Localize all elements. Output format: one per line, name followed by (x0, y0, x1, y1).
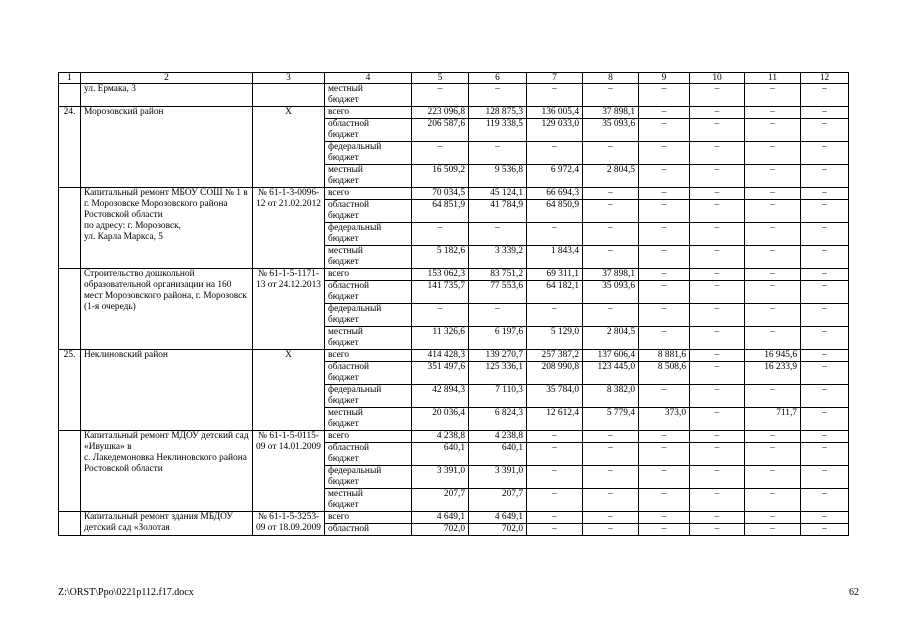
value-cell: – (745, 200, 801, 223)
value-cell: – (583, 512, 639, 524)
value-cell: – (745, 466, 801, 489)
funding-source-cell: областной (325, 524, 412, 536)
value-cell: – (801, 431, 849, 443)
funding-source-cell: федеральный бюджет (325, 223, 412, 246)
funding-source-cell: местный бюджет (325, 489, 412, 512)
table-row (59, 84, 849, 107)
value-cell: 3 339,2 (469, 246, 527, 269)
value-cell: – (583, 524, 639, 536)
value-cell: – (583, 84, 639, 107)
value-cell: – (745, 512, 801, 524)
value-cell: – (639, 223, 690, 246)
row-number-cell (59, 269, 81, 350)
value-cell: – (690, 466, 745, 489)
value-cell: – (801, 223, 849, 246)
value-cell: – (583, 200, 639, 223)
value-cell: – (583, 246, 639, 269)
value-cell: 414 428,3 (412, 350, 469, 362)
value-cell: 6 824,3 (469, 408, 527, 431)
value-cell: – (745, 385, 801, 408)
object-name-cell: Строительство дошкольной образовательной организации на 160 мест Морозовского района, г. Морозовск (1-я очередь) (81, 269, 253, 350)
value-cell: – (639, 385, 690, 408)
value-cell: – (801, 269, 849, 281)
value-cell: – (801, 246, 849, 269)
page-number: 62 (849, 587, 859, 598)
value-cell: – (690, 327, 745, 350)
value-cell: 4 649,1 (469, 512, 527, 524)
funding-source-cell: федеральный бюджет (325, 385, 412, 408)
value-cell: – (527, 84, 583, 107)
value-cell: – (639, 512, 690, 524)
value-cell: – (801, 165, 849, 188)
funding-source-cell: местный бюджет (325, 408, 412, 431)
value-cell: – (469, 84, 527, 107)
value-cell: – (690, 119, 745, 142)
funding-source-cell: областной бюджет (325, 281, 412, 304)
value-cell: – (801, 281, 849, 304)
value-cell: 139 270,7 (469, 350, 527, 362)
value-cell: – (412, 223, 469, 246)
value-cell: – (690, 304, 745, 327)
funding-source-cell: местный бюджет (325, 327, 412, 350)
value-cell: – (745, 84, 801, 107)
registration-cell: Х (253, 350, 325, 431)
header-cell: 11 (745, 73, 801, 84)
value-cell: – (801, 512, 849, 524)
value-cell: – (690, 431, 745, 443)
value-cell: – (801, 466, 849, 489)
value-cell: – (639, 107, 690, 119)
value-cell: – (801, 188, 849, 200)
value-cell: – (745, 281, 801, 304)
value-cell: – (639, 84, 690, 107)
funding-source-cell: федеральный бюджет (325, 304, 412, 327)
value-cell: 2 804,5 (583, 165, 639, 188)
value-cell: – (639, 431, 690, 443)
row-number-cell (59, 431, 81, 512)
table-row (59, 431, 849, 443)
value-cell: – (801, 350, 849, 362)
value-cell: – (639, 466, 690, 489)
value-cell: 137 606,4 (583, 350, 639, 362)
document-page (58, 72, 849, 536)
value-cell: – (690, 269, 745, 281)
value-cell: – (690, 443, 745, 466)
table-body (59, 84, 849, 536)
value-cell: 6 197,6 (469, 327, 527, 350)
value-cell: 66 694,3 (527, 188, 583, 200)
value-cell: – (639, 281, 690, 304)
value-cell: 5 182,6 (412, 246, 469, 269)
value-cell: 45 124,1 (469, 188, 527, 200)
header-cell: 2 (81, 73, 253, 84)
value-cell: – (801, 200, 849, 223)
value-cell: 223 096,8 (412, 107, 469, 119)
header-cell: 4 (325, 73, 412, 84)
funding-source-cell: местный бюджет (325, 246, 412, 269)
value-cell: – (745, 269, 801, 281)
value-cell: – (690, 512, 745, 524)
funding-source-cell: местный бюджет (325, 165, 412, 188)
value-cell: – (745, 524, 801, 536)
value-cell: – (639, 327, 690, 350)
value-cell: – (583, 223, 639, 246)
value-cell: – (745, 223, 801, 246)
value-cell: 1 843,4 (527, 246, 583, 269)
value-cell: – (690, 200, 745, 223)
value-cell: – (469, 142, 527, 165)
object-name-cell: Капитальный ремонт МБОУ СОШ № 1 в г. Морозовске Морозовского района Ростовской области по адресу: г. Морозовск, ул. Карла Маркса, 5 (81, 188, 253, 269)
value-cell: – (527, 223, 583, 246)
value-cell: – (690, 165, 745, 188)
value-cell: – (745, 107, 801, 119)
value-cell: – (801, 408, 849, 431)
value-cell: – (745, 246, 801, 269)
value-cell: – (801, 327, 849, 350)
value-cell: – (583, 142, 639, 165)
value-cell: – (801, 443, 849, 466)
value-cell: – (583, 431, 639, 443)
value-cell: – (412, 84, 469, 107)
value-cell: – (639, 119, 690, 142)
value-cell: – (639, 188, 690, 200)
value-cell: – (639, 489, 690, 512)
funding-source-cell: всего (325, 188, 412, 200)
registration-cell: № 61-1-3-0096-12 от 21.02.2012 (253, 188, 325, 269)
row-number-cell (59, 512, 81, 536)
value-cell: 206 587,6 (412, 119, 469, 142)
value-cell: 41 784,9 (469, 200, 527, 223)
value-cell: – (469, 304, 527, 327)
value-cell: 3 391,0 (469, 466, 527, 489)
value-cell: – (583, 443, 639, 466)
value-cell: – (801, 142, 849, 165)
value-cell: – (583, 466, 639, 489)
value-cell: 35 093,6 (583, 281, 639, 304)
funding-source-cell: всего (325, 107, 412, 119)
value-cell: 4 649,1 (412, 512, 469, 524)
header-cell: 5 (412, 73, 469, 84)
value-cell: – (801, 362, 849, 385)
value-cell: – (527, 466, 583, 489)
value-cell: 153 062,3 (412, 269, 469, 281)
value-cell: 702,0 (412, 524, 469, 536)
value-cell: – (745, 489, 801, 512)
value-cell: 711,7 (745, 408, 801, 431)
value-cell: – (527, 304, 583, 327)
value-cell: – (527, 489, 583, 512)
value-cell: – (801, 119, 849, 142)
header-cell: 12 (801, 73, 849, 84)
value-cell: – (690, 489, 745, 512)
funding-source-cell: федеральный бюджет (325, 142, 412, 165)
header-cell: 3 (253, 73, 325, 84)
funding-source-cell: всего (325, 350, 412, 362)
object-name-cell: Капитальный ремонт МДОУ детский сад «Ивушка» в с. Лакедемоновка Неклиновского района Ростовской области (81, 431, 253, 512)
value-cell: – (690, 281, 745, 304)
value-cell: 77 553,6 (469, 281, 527, 304)
funding-source-cell: областной бюджет (325, 200, 412, 223)
object-name-cell: Капитальный ремонт здания МБДОУ детский сад «Золотая (81, 512, 253, 536)
value-cell: – (690, 84, 745, 107)
value-cell: 4 238,8 (469, 431, 527, 443)
table-row (59, 512, 849, 524)
value-cell: 64 850,9 (527, 200, 583, 223)
value-cell: 207,7 (412, 489, 469, 512)
table-row (59, 350, 849, 362)
header-cell: 10 (690, 73, 745, 84)
value-cell: 2 804,5 (583, 327, 639, 350)
value-cell: – (801, 304, 849, 327)
value-cell: 5 779,4 (583, 408, 639, 431)
table-row (59, 188, 849, 200)
funding-source-cell: всего (325, 269, 412, 281)
object-name-cell: Неклиновский район (81, 350, 253, 431)
value-cell: – (583, 304, 639, 327)
registration-cell: № 61-1-5-1171-13 от 24.12.2013 (253, 269, 325, 350)
value-cell: – (745, 431, 801, 443)
funding-source-cell: федеральный бюджет (325, 466, 412, 489)
value-cell: 4 238,8 (412, 431, 469, 443)
value-cell: 8 881,6 (639, 350, 690, 362)
value-cell: – (639, 443, 690, 466)
value-cell: 123 445,0 (583, 362, 639, 385)
header-cell: 1 (59, 73, 81, 84)
value-cell: – (690, 246, 745, 269)
value-cell: – (690, 408, 745, 431)
budget-table (58, 72, 849, 536)
funding-source-cell: областной бюджет (325, 443, 412, 466)
value-cell: – (745, 304, 801, 327)
value-cell: 257 387,2 (527, 350, 583, 362)
value-cell: – (639, 246, 690, 269)
value-cell: 5 129,0 (527, 327, 583, 350)
value-cell: 37 898,1 (583, 107, 639, 119)
value-cell: – (745, 165, 801, 188)
value-cell: 208 990,8 (527, 362, 583, 385)
header-cell: 7 (527, 73, 583, 84)
value-cell: 37 898,1 (583, 269, 639, 281)
value-cell: 83 751,2 (469, 269, 527, 281)
funding-source-cell: всего (325, 512, 412, 524)
value-cell: 16 509,2 (412, 165, 469, 188)
header-cell: 6 (469, 73, 527, 84)
value-cell: – (639, 200, 690, 223)
registration-cell (253, 84, 325, 107)
value-cell: 16 233,9 (745, 362, 801, 385)
value-cell: – (469, 223, 527, 246)
value-cell: – (690, 524, 745, 536)
value-cell: – (690, 350, 745, 362)
value-cell: 129 033,0 (527, 119, 583, 142)
value-cell: – (527, 524, 583, 536)
value-cell: 640,1 (469, 443, 527, 466)
value-cell: – (801, 524, 849, 536)
value-cell: 125 336,1 (469, 362, 527, 385)
value-cell: 9 536,8 (469, 165, 527, 188)
registration-cell: № 61-1-5-3253-09 от 18.09.2009 (253, 512, 325, 536)
value-cell: 6 972,4 (527, 165, 583, 188)
value-cell: – (527, 142, 583, 165)
row-number-cell: 24. (59, 107, 81, 188)
value-cell: – (801, 107, 849, 119)
registration-cell: № 61-1-5-0115-09 от 14.01.2009 (253, 431, 325, 512)
object-name-cell: ул. Ермака, 3 (81, 84, 253, 107)
table-row (59, 107, 849, 119)
value-cell: 20 036,4 (412, 408, 469, 431)
value-cell: 64 182,1 (527, 281, 583, 304)
value-cell: – (690, 385, 745, 408)
row-number-cell (59, 188, 81, 269)
value-cell: 69 311,1 (527, 269, 583, 281)
value-cell: 351 497,6 (412, 362, 469, 385)
value-cell: 702,0 (469, 524, 527, 536)
table-row (59, 269, 849, 281)
value-cell: 7 110,3 (469, 385, 527, 408)
value-cell: – (801, 385, 849, 408)
value-cell: 141 735,7 (412, 281, 469, 304)
value-cell: 119 338,5 (469, 119, 527, 142)
value-cell: 3 391,0 (412, 466, 469, 489)
value-cell: – (639, 269, 690, 281)
value-cell: 35 784,0 (527, 385, 583, 408)
file-path: Z:\ORST\Ppo\0221p112.f17.docx (58, 587, 194, 598)
header-row (59, 73, 849, 84)
value-cell: 70 034,5 (412, 188, 469, 200)
value-cell: 35 093,6 (583, 119, 639, 142)
value-cell: – (527, 431, 583, 443)
value-cell: – (639, 142, 690, 165)
value-cell: – (583, 489, 639, 512)
value-cell: 640,1 (412, 443, 469, 466)
value-cell: 12 612,4 (527, 408, 583, 431)
row-number-cell (59, 84, 81, 107)
value-cell: – (745, 188, 801, 200)
value-cell: 8 508,6 (639, 362, 690, 385)
value-cell: – (745, 327, 801, 350)
value-cell: 42 894,3 (412, 385, 469, 408)
value-cell: 16 945,6 (745, 350, 801, 362)
value-cell: – (527, 512, 583, 524)
value-cell: – (527, 443, 583, 466)
funding-source-cell: областной бюджет (325, 362, 412, 385)
value-cell: 8 382,0 (583, 385, 639, 408)
value-cell: – (639, 524, 690, 536)
registration-cell: Х (253, 107, 325, 188)
funding-source-cell: местный бюджет (325, 84, 412, 107)
value-cell: 11 326,6 (412, 327, 469, 350)
value-cell: – (745, 443, 801, 466)
value-cell: – (745, 119, 801, 142)
object-name-cell: Морозовский район (81, 107, 253, 188)
value-cell: 207,7 (469, 489, 527, 512)
value-cell: – (412, 142, 469, 165)
value-cell: 128 875,3 (469, 107, 527, 119)
value-cell: – (745, 142, 801, 165)
value-cell: 373,0 (639, 408, 690, 431)
funding-source-cell: областной бюджет (325, 119, 412, 142)
value-cell: – (801, 84, 849, 107)
value-cell: – (690, 142, 745, 165)
value-cell: 64 851,9 (412, 200, 469, 223)
value-cell: – (412, 304, 469, 327)
value-cell: – (639, 165, 690, 188)
value-cell: – (639, 304, 690, 327)
value-cell: – (801, 489, 849, 512)
value-cell: – (690, 107, 745, 119)
header-cell: 8 (583, 73, 639, 84)
funding-source-cell: всего (325, 431, 412, 443)
value-cell: – (583, 188, 639, 200)
value-cell: 136 005,4 (527, 107, 583, 119)
row-number-cell: 25. (59, 350, 81, 431)
header-cell: 9 (639, 73, 690, 84)
value-cell: – (690, 362, 745, 385)
value-cell: – (690, 223, 745, 246)
value-cell: – (690, 188, 745, 200)
